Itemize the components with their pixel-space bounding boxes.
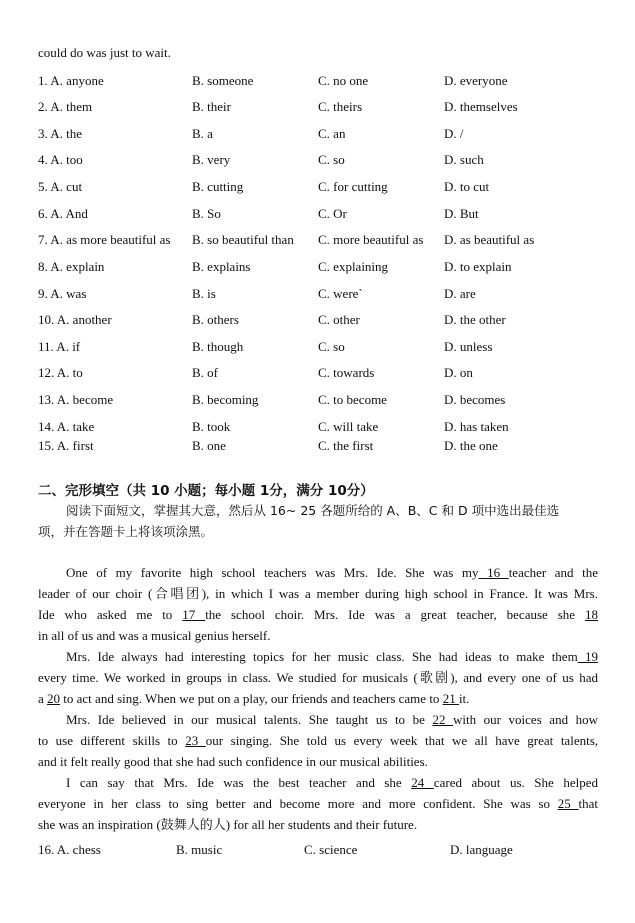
q13-option-d[interactable]: D. becomes <box>444 392 506 407</box>
q6-option-d[interactable]: D. But <box>444 206 479 221</box>
blank-22: 22 <box>432 712 453 727</box>
q15-option-b[interactable]: B. one <box>192 438 226 453</box>
q6-option-b[interactable]: B. So <box>192 206 221 221</box>
q14-option-d[interactable]: D. has taken <box>444 419 509 434</box>
passage-p3-line2: to use different skills to 23 our singing. She told us every week that we all have great talents, <box>38 733 599 748</box>
q9-option-a[interactable]: 9. A. was <box>38 286 87 301</box>
q12-option-a[interactable]: 12. A. to <box>38 365 83 380</box>
q2-option-d[interactable]: D. themselves <box>444 99 518 114</box>
q14-option-a[interactable]: 14. A. take <box>38 419 95 434</box>
q5-option-c[interactable]: C. for cutting <box>318 179 388 194</box>
q4-option-a[interactable]: 4. A. too <box>38 152 83 167</box>
q16-option-b[interactable]: B. music <box>176 842 223 857</box>
passage-p3-line3: and it felt really good that she had such confidence in our musical abilities. <box>38 754 428 769</box>
passage-p1-line1: One of my favorite high school teachers was Mrs. Ide. She was my 16 teacher and the <box>66 565 598 580</box>
q5-option-a[interactable]: 5. A. cut <box>38 179 83 194</box>
q4-option-d[interactable]: D. such <box>444 152 484 167</box>
q13-option-c[interactable]: C. to become <box>318 392 387 407</box>
blank-21: 21 <box>442 691 459 706</box>
blank-17: 17 <box>182 607 206 622</box>
q1-option-b[interactable]: B. someone <box>192 73 254 88</box>
q16-option-d[interactable]: D. language <box>450 842 513 857</box>
q2-option-c[interactable]: C. theirs <box>318 99 363 114</box>
q11-option-b[interactable]: B. though <box>192 339 244 354</box>
blank-25: 25 <box>557 796 579 811</box>
passage-p1-line2: leader of our choir (合唱团), in which I was a member during high school in France. It was Mrs. <box>38 586 598 601</box>
q5-option-d[interactable]: D. to cut <box>444 179 490 194</box>
q16-option-c[interactable]: C. science <box>304 842 358 857</box>
passage-p1-line3: Ide who asked me to 17 the school choir. Mrs. Ide was a great teacher, because she 18 <box>38 607 598 622</box>
q10-option-b[interactable]: B. others <box>192 312 239 327</box>
passage-p2-line1: Mrs. Ide always had interesting topics for her music class. She had ideas to make them 19 <box>66 649 599 664</box>
passage-p2-line2: every time. We worked in groups in class. We studied for musicals (歌剧), and every one of us had <box>38 670 598 685</box>
blank-18: 18 <box>585 607 598 622</box>
q4-option-b[interactable]: B. very <box>192 152 231 167</box>
blank-24: 24 <box>411 775 434 790</box>
q4-option-c[interactable]: C. so <box>318 152 345 167</box>
q11-option-a[interactable]: 11. A. if <box>38 339 81 354</box>
q9-option-d[interactable]: D. are <box>444 286 476 301</box>
q8-option-a[interactable]: 8. A. explain <box>38 259 105 274</box>
blank-16: 16 <box>478 565 509 580</box>
section-instruction-line2: 项，并在答题卡上将该项涂黑。 <box>38 524 214 539</box>
q7-option-a[interactable]: 7. A. as more beautiful as <box>38 232 171 247</box>
passage-p4-line2: everyone in her class to sing better and become more and more confident. She was so 25 that <box>38 796 599 811</box>
q9-option-c[interactable]: C. were` <box>318 286 363 301</box>
q2-option-b[interactable]: B. their <box>192 99 231 114</box>
q13-option-b[interactable]: B. becoming <box>192 392 259 407</box>
q16-option-a[interactable]: 16. A. chess <box>38 842 101 857</box>
q8-option-c[interactable]: C. explaining <box>318 259 389 274</box>
q1-option-c[interactable]: C. no one <box>318 73 369 88</box>
q1-option-a[interactable]: 1. A. anyone <box>38 73 104 88</box>
q2-option-a[interactable]: 2. A. them <box>38 99 93 114</box>
q14-option-b[interactable]: B. took <box>192 419 231 434</box>
q12-option-d[interactable]: D. on <box>444 365 473 380</box>
passage-p4-line1: I can say that Mrs. Ide was the best teacher and she 24 cared about us. She helped <box>66 775 599 790</box>
intro-tail: could do was just to wait. <box>38 45 171 60</box>
q10-option-c[interactable]: C. other <box>318 312 360 327</box>
q11-option-d[interactable]: D. unless <box>444 339 493 354</box>
passage-p2-line3: a 20 to act and sing. When we put on a play, our friends and teachers came to 21 it. <box>38 691 470 706</box>
q1-option-d[interactable]: D. everyone <box>444 73 508 88</box>
q13-option-a[interactable]: 13. A. become <box>38 392 114 407</box>
q15-option-a[interactable]: 15. A. first <box>38 438 94 453</box>
q7-option-c[interactable]: C. more beautiful as <box>318 232 424 247</box>
q7-option-d[interactable]: D. as beautiful as <box>444 232 535 247</box>
q15-option-d[interactable]: D. the one <box>444 438 498 453</box>
q10-option-a[interactable]: 10. A. another <box>38 312 112 327</box>
q12-option-b[interactable]: B. of <box>192 365 218 380</box>
q15-option-c[interactable]: C. the first <box>318 438 374 453</box>
q6-option-a[interactable]: 6. A. And <box>38 206 88 221</box>
q10-option-d[interactable]: D. the other <box>444 312 506 327</box>
blank-19: 19 <box>577 649 599 664</box>
blank-23: 23 <box>185 733 206 748</box>
section-instruction-line1: 阅读下面短文，掌握其大意，然后从 16~ 25 各题所给的 A、B、C 和 D 项中选出最佳选 <box>66 503 560 518</box>
q12-option-c[interactable]: C. towards <box>318 365 375 380</box>
section-heading: 二、完形填空（共 10 小题；每小题 1分，满分 10分） <box>38 483 374 499</box>
q3-option-a[interactable]: 3. A. the <box>38 126 83 141</box>
q8-option-b[interactable]: B. explains <box>192 259 251 274</box>
passage-p3-line1: Mrs. Ide believed in our musical talents. She taught us to be 22 with our voices and how <box>66 712 599 727</box>
q7-option-b[interactable]: B. so beautiful than <box>192 232 294 247</box>
q5-option-b[interactable]: B. cutting <box>192 179 244 194</box>
q14-option-c[interactable]: C. will take <box>318 419 379 434</box>
q3-option-c[interactable]: C. an <box>318 126 346 141</box>
q9-option-b[interactable]: B. is <box>192 286 216 301</box>
q6-option-c[interactable]: C. Or <box>318 206 347 221</box>
passage-p4-line3: she was an inspiration (鼓舞人的人) for all her students and their future. <box>38 817 418 832</box>
q11-option-c[interactable]: C. so <box>318 339 345 354</box>
q3-option-d[interactable]: D. / <box>444 126 464 141</box>
passage-p1-line4: in all of us and was a musical genius herself. <box>38 628 271 643</box>
q8-option-d[interactable]: D. to explain <box>444 259 512 274</box>
blank-20: 20 <box>47 691 61 706</box>
q3-option-b[interactable]: B. a <box>192 126 213 141</box>
